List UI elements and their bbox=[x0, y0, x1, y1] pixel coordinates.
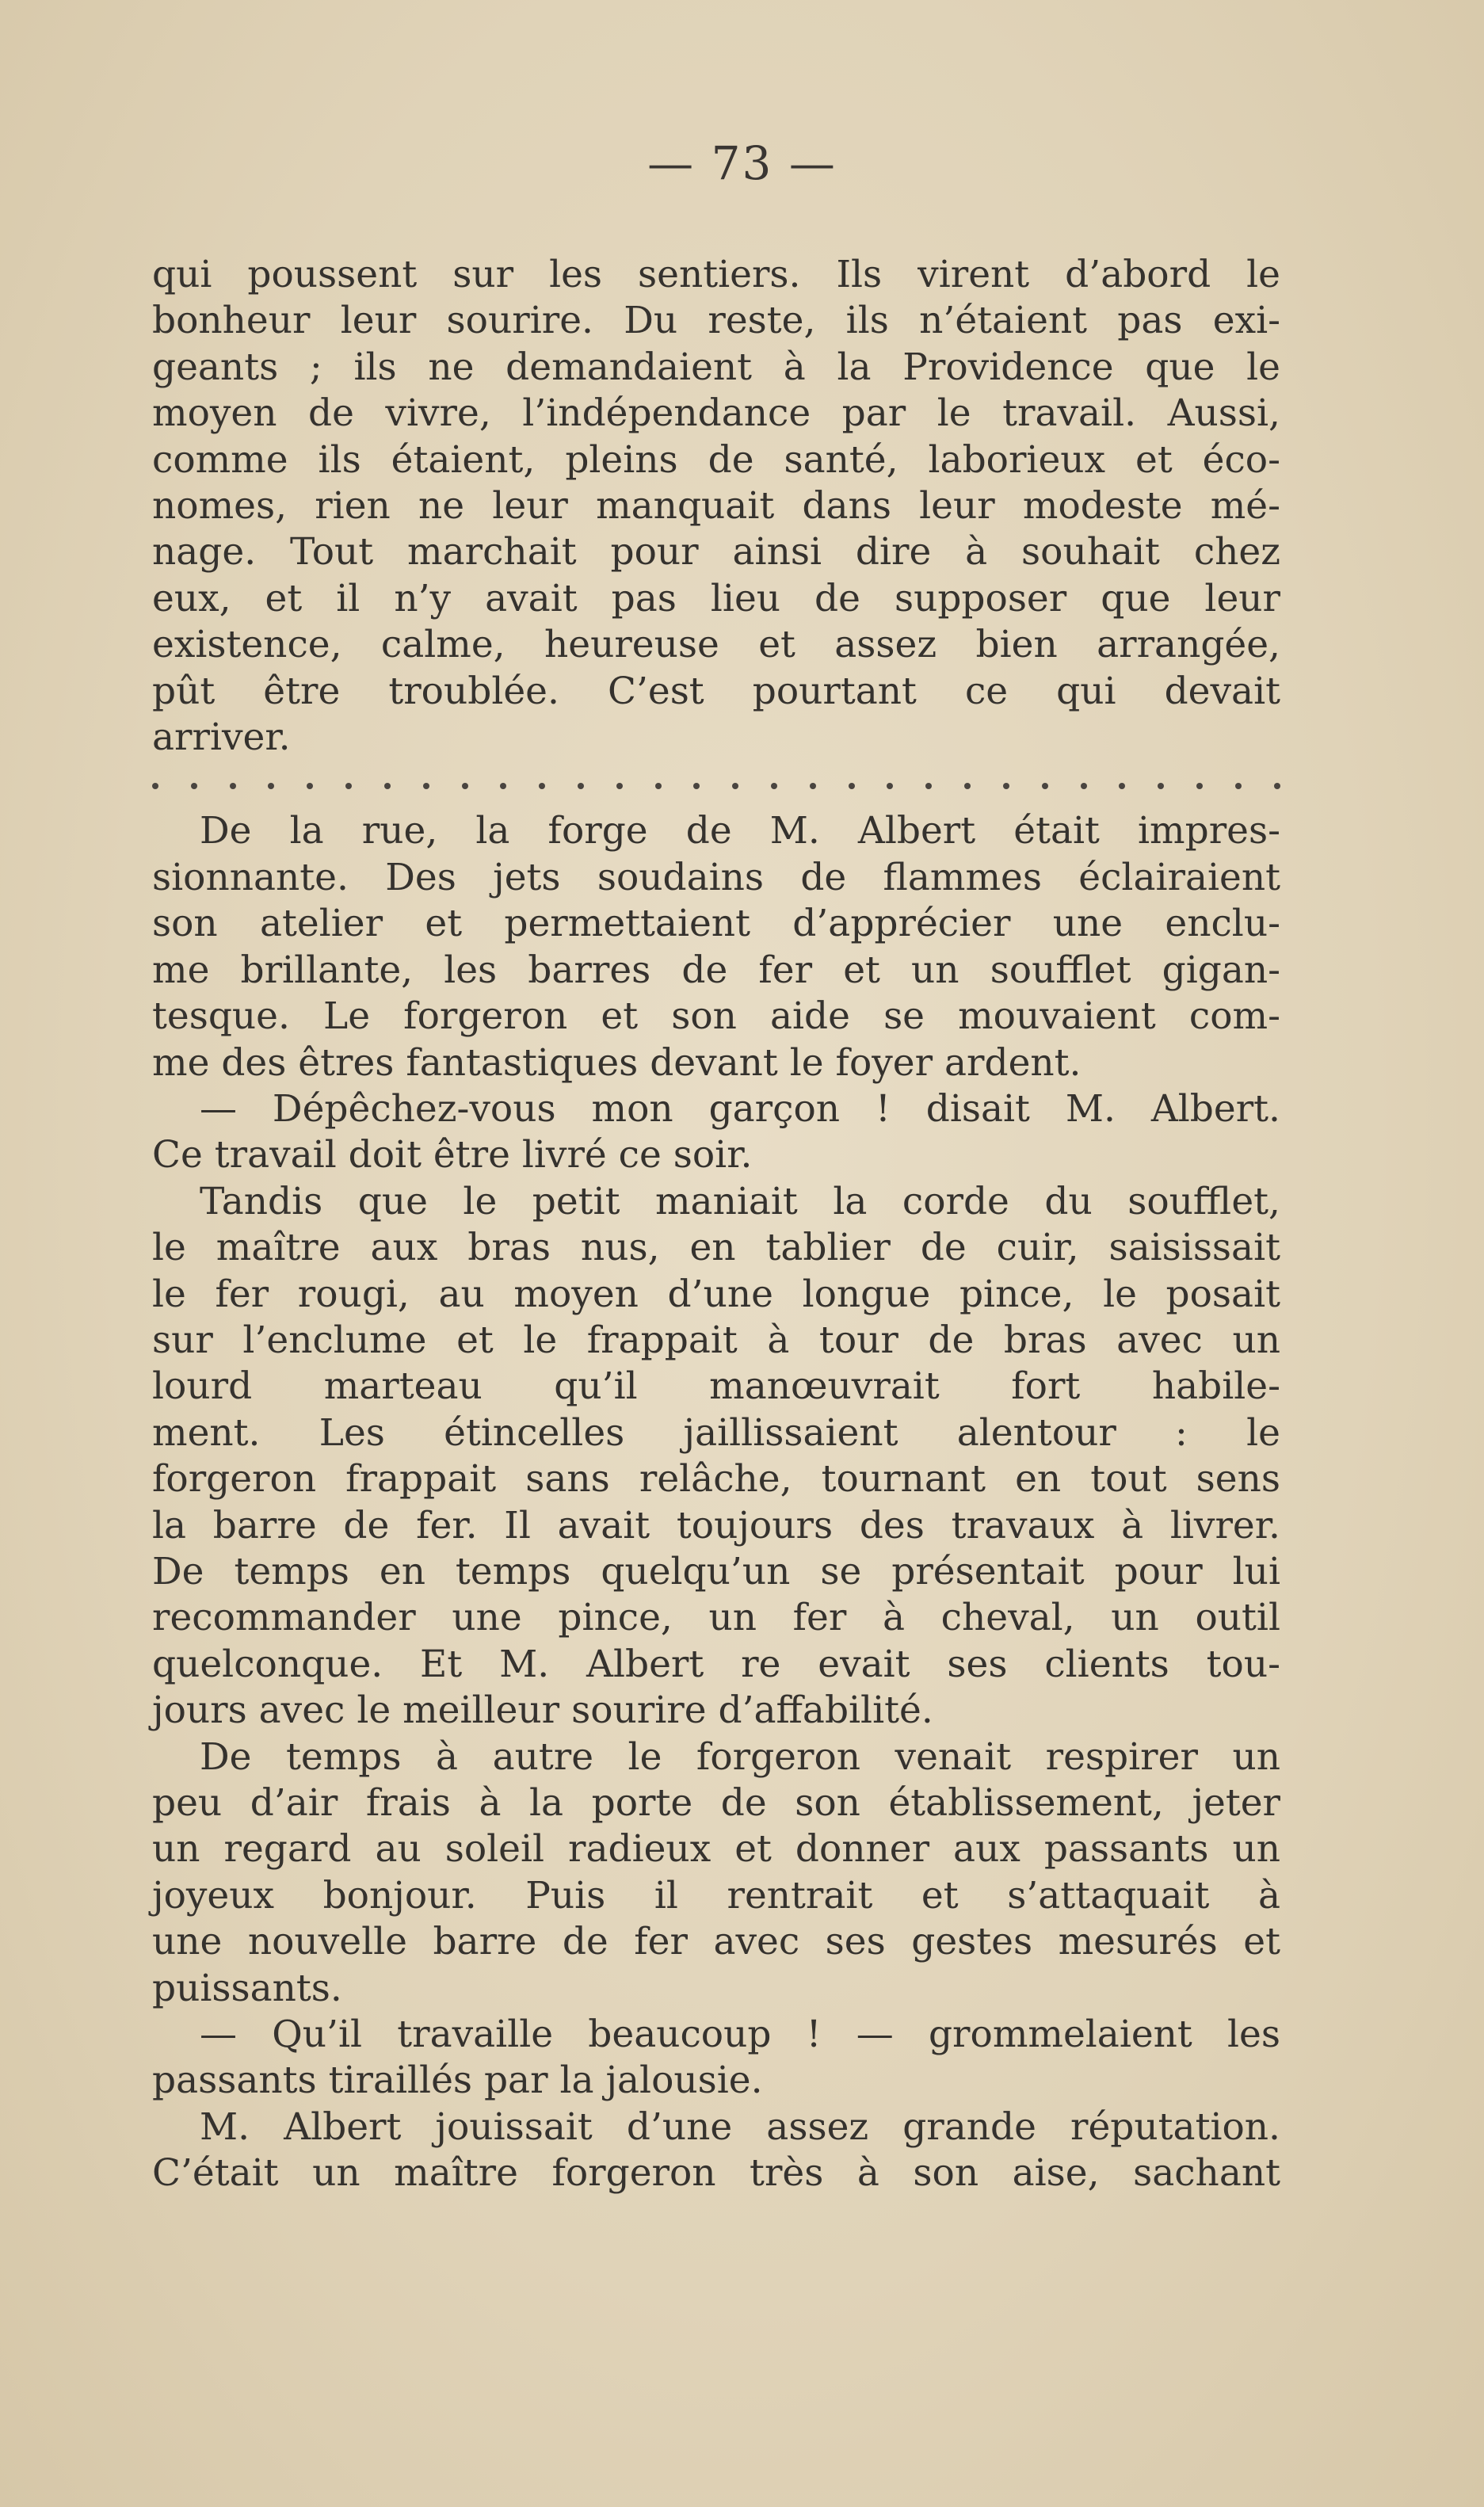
text-line: passants tiraillés par la jalousie. bbox=[152, 2059, 763, 2103]
separator-dot bbox=[964, 783, 971, 789]
text-line: De la rue, la forge de M. Albert était impres- bbox=[200, 809, 1280, 853]
separator-dot bbox=[1196, 783, 1203, 789]
text-line: sur l’enclume et le frappait à tour de bras avec un bbox=[152, 1318, 1280, 1362]
separator-dot bbox=[230, 783, 236, 789]
text-line: pût être troublée. C’est pourtant ce qui devait bbox=[152, 669, 1280, 713]
text-line: forgeron frappait sans relâche, tournant en tout sens bbox=[152, 1457, 1280, 1502]
text-line: moyen de vivre, l’indépendance par le travail. Aussi, bbox=[152, 391, 1280, 436]
separator-dot bbox=[539, 783, 545, 789]
paragraph bbox=[152, 252, 1280, 761]
text-line: joyeux bonjour. Puis il rentrait et s’attaquait à bbox=[152, 1873, 1280, 1917]
text-line: nomes, rien ne leur manquait dans leur modeste mé- bbox=[152, 484, 1280, 528]
text-line: existence, calme, heureuse et assez bien arrangée, bbox=[152, 623, 1280, 667]
text-line: comme ils étaient, pleins de santé, laborieux et éco- bbox=[152, 437, 1280, 482]
separator-dot bbox=[152, 783, 158, 789]
page-text bbox=[152, 252, 1280, 2197]
text-line: lourd marteau qu’il manœuvrait fort habile- bbox=[152, 1364, 1280, 1409]
separator-dot bbox=[1235, 783, 1242, 789]
text-line: geants ; ils ne demandaient à la Providence que le bbox=[152, 345, 1280, 389]
text-line: De temps en temps quelqu’un se présentait pour lui bbox=[152, 1549, 1280, 1593]
paragraph bbox=[152, 2012, 1280, 2104]
text-line: — Dépêchez-vous mon garçon ! disait M. Albert. bbox=[200, 1086, 1280, 1131]
text-line: le fer rougi, au moyen d’une longue pince, le posait bbox=[152, 1272, 1280, 1316]
text-line: puissants. bbox=[152, 1966, 342, 2010]
separator-dot bbox=[1158, 783, 1164, 789]
text-line: Ce travail doit être livré ce soir. bbox=[152, 1133, 753, 1177]
text-line: son atelier et permettaient d’apprécier une enclu- bbox=[152, 902, 1280, 946]
separator-dot bbox=[810, 783, 816, 789]
separator-dot bbox=[191, 783, 197, 789]
separator-dot bbox=[307, 783, 313, 789]
separator-dot bbox=[1274, 783, 1280, 789]
text-line: tesque. Le forgeron et son aide se mouvaient com- bbox=[152, 994, 1280, 1039]
text-line: bonheur leur sourire. Du reste, ils n’étaient pas exi- bbox=[152, 299, 1280, 343]
separator-dot bbox=[384, 783, 391, 789]
text-line: — Qu’il travaille beaucoup ! — grommelaient les bbox=[200, 2013, 1280, 2057]
dotted-separator bbox=[152, 769, 1280, 803]
text-line: me brillante, les barres de fer et un soufflet gigan- bbox=[152, 948, 1280, 992]
paragraph bbox=[152, 1086, 1280, 1179]
separator-dot bbox=[732, 783, 738, 789]
separator-dot bbox=[578, 783, 584, 789]
text-line: sionnante. Des jets soudains de flammes éclairaient bbox=[152, 855, 1280, 899]
separator-dot bbox=[423, 783, 429, 789]
separator-dot bbox=[616, 783, 623, 789]
separator-dot bbox=[1119, 783, 1125, 789]
text-line: ment. Les étincelles jaillissaient alentour : le bbox=[152, 1410, 1280, 1455]
text-line: De temps à autre le forgeron venait respirer un bbox=[200, 1734, 1280, 1779]
text-line: me des êtres fantastiques devant le foyer ardent. bbox=[152, 1040, 1082, 1085]
text-line: un regard au soleil radieux et donner aux passants un bbox=[152, 1827, 1280, 1872]
separator-dot bbox=[771, 783, 777, 789]
paragraph bbox=[152, 808, 1280, 1086]
text-line: peu d’air frais à la porte de son établissement, jeter bbox=[152, 1781, 1280, 1825]
separator-dot bbox=[1081, 783, 1087, 789]
text-line: qui poussent sur les sentiers. Ils virent d’abord le bbox=[152, 253, 1280, 296]
text-line: le maître aux bras nus, en tablier de cuir, saisissait bbox=[152, 1226, 1280, 1270]
text-line: Tandis que le petit maniait la corde du soufflet, bbox=[200, 1179, 1280, 1223]
separator-dot bbox=[1003, 783, 1009, 789]
paragraph bbox=[152, 1179, 1280, 1734]
text-line: C’était un maître forgeron très à son aise, sachant bbox=[152, 2151, 1280, 2196]
text-line: la barre de fer. Il avait toujours des travaux à livrer. bbox=[152, 1503, 1280, 1547]
separator-dot bbox=[849, 783, 855, 789]
separator-dot bbox=[887, 783, 893, 789]
text-line: arriver. bbox=[152, 715, 291, 760]
separator-dot bbox=[1042, 783, 1048, 789]
page-number: — 73 — bbox=[647, 136, 837, 190]
paragraph bbox=[152, 2104, 1280, 2197]
paragraph bbox=[152, 1734, 1280, 2012]
text-line: quelconque. Et M. Albert re evait ses clients tou- bbox=[152, 1642, 1280, 1686]
text-line: une nouvelle barre de fer avec ses gestes mesurés et bbox=[152, 1920, 1280, 1964]
text-line: recommander une pince, un fer à cheval, un outil bbox=[152, 1596, 1280, 1640]
text-line: eux, et il n’y avait pas lieu de supposer que leur bbox=[152, 576, 1280, 620]
separator-dot bbox=[693, 783, 700, 789]
text-line: nage. Tout marchait pour ainsi dire à souhait chez bbox=[152, 530, 1280, 574]
separator-dot bbox=[655, 783, 662, 789]
separator-dot bbox=[345, 783, 352, 789]
separator-dot bbox=[268, 783, 274, 789]
separator-dot bbox=[925, 783, 932, 789]
separator-dot bbox=[462, 783, 468, 789]
separator-dot bbox=[500, 783, 506, 789]
text-line: M. Albert jouissait d’une assez grande réputation. bbox=[200, 2104, 1280, 2149]
text-line: jours avec le meilleur sourire d’affabilité. bbox=[152, 1689, 933, 1733]
